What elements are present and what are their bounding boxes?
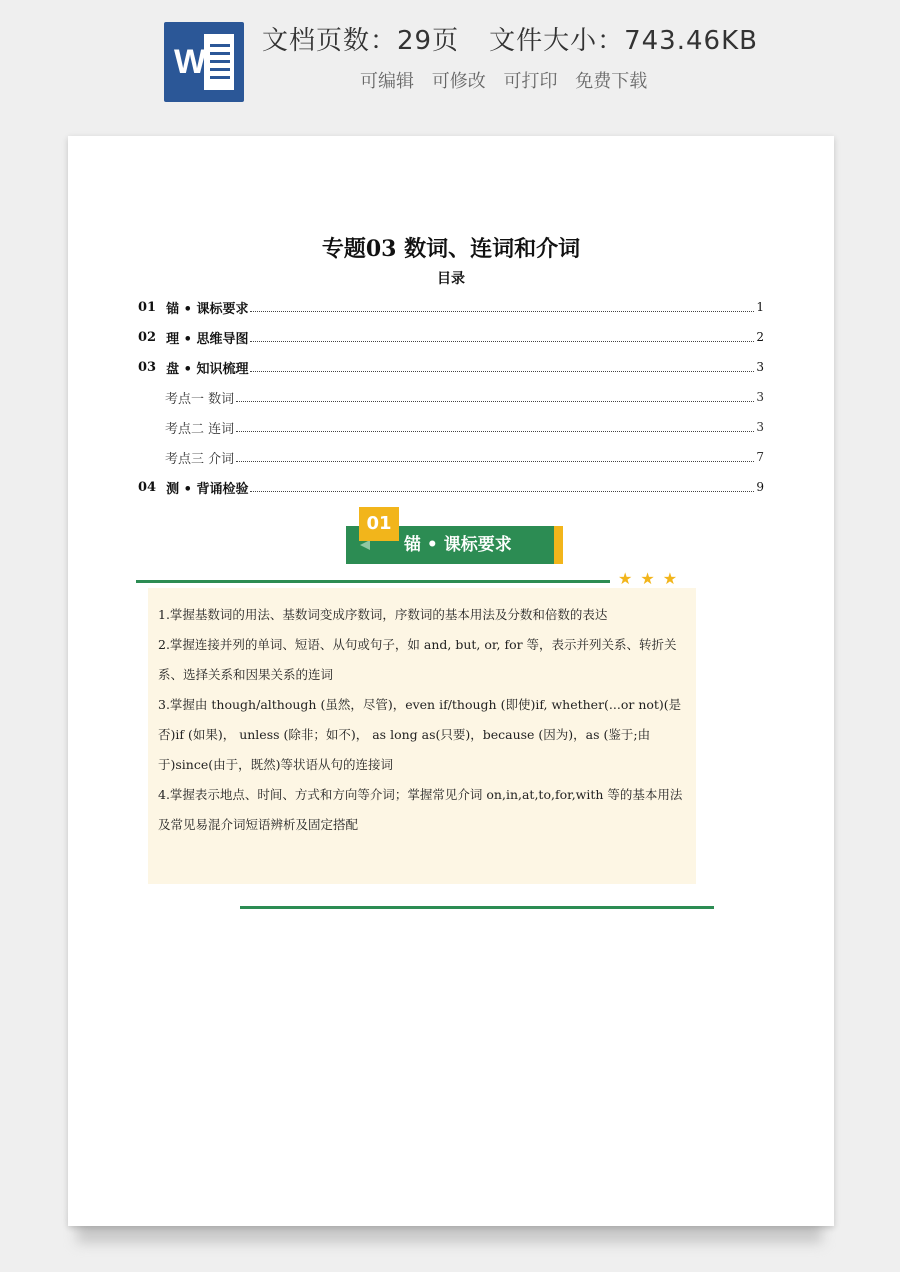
toc-entry-number: 03 [138, 359, 157, 375]
toc-entry-page: 1 [756, 300, 764, 314]
divider-bottom [240, 906, 714, 909]
feature-printable: 可打印 [503, 71, 558, 92]
download-header [0, 0, 900, 130]
toc-leader-dots [236, 401, 754, 402]
section-banner [346, 513, 566, 566]
star-icon: ★★★ [618, 569, 686, 588]
section-title: 锚 • 课标要求 [404, 535, 512, 555]
toc-leader-dots [250, 341, 754, 342]
requirement-item: 3.掌握由 though/although (虽然，尽管)，even if/though (即使)if, whether(...or not)(是否)if (如果)， unless (除非；如不)， as long as(只要)，because (因为)，as (鉴于;由于)since(由于，既然)等状语从句的连接词 [158, 697, 682, 772]
document-title: 专题03 数词、连词和介词 [321, 236, 581, 262]
requirements-box [148, 588, 696, 884]
requirement-item: 1.掌握基数词的用法、基数词变成序数词，序数词的基本用法及分数和倍数的表达 [158, 607, 608, 622]
arrow-left-icon [360, 540, 370, 550]
toc-entry-label: 测 • 背诵检验 [166, 481, 249, 497]
toc-leader-dots [250, 371, 754, 372]
toc-subentry[interactable] [138, 412, 764, 442]
toc-entry[interactable] [138, 322, 764, 352]
divider-top [136, 580, 610, 583]
toc-entry[interactable] [138, 352, 764, 382]
word-document-icon: W [164, 22, 244, 102]
toc-leader-dots [250, 311, 754, 312]
toc-entry-label: 锚 • 课标要求 [166, 301, 249, 317]
section-number-badge: 01 [359, 507, 399, 541]
toc-entry-page: 3 [756, 390, 764, 404]
toc-leader-dots [250, 491, 754, 492]
toc-entry-number: 02 [138, 329, 157, 345]
requirements-text [158, 600, 688, 840]
requirement-item: 2.掌握连接并列的单词、短语、从句或句子，如 and, but, or, for 等，表示并列关系、转折关系、选择关系和因果关系的连词 [158, 637, 677, 682]
file-info [262, 20, 758, 57]
toc-entry-page: 2 [756, 330, 764, 344]
toc-entry[interactable] [138, 292, 764, 322]
toc-entry-number: 01 [138, 299, 157, 315]
toc-entry-number: 04 [138, 479, 157, 495]
toc-entry[interactable] [138, 472, 764, 502]
toc-entry-page: 9 [756, 480, 764, 494]
toc-entry-label: 考点二 连词 [165, 421, 235, 437]
feature-editable: 可编辑 [360, 71, 414, 92]
feature-list [360, 67, 659, 93]
page-count: 文档页数：29页 [262, 26, 460, 56]
requirement-item: 4.掌握表示地点、时间、方式和方向等介词；掌握常见介词 on,in,at,to,for,with 等的基本用法及常见易混介词短语辨析及固定搭配 [158, 787, 683, 832]
feature-free-download: 免费下载 [575, 71, 648, 92]
toc-subentry[interactable] [138, 442, 764, 472]
toc-entry-label: 考点一 数词 [165, 391, 235, 407]
toc-entry-page: 3 [756, 420, 764, 434]
feature-modifiable: 可修改 [431, 71, 486, 92]
table-of-contents [138, 292, 764, 502]
toc-heading: 目录 [437, 271, 465, 287]
banner-accent-bar [554, 526, 563, 564]
toc-subentry[interactable] [138, 382, 764, 412]
toc-leader-dots [236, 461, 754, 462]
toc-entry-label: 盘 • 知识梳理 [166, 361, 249, 377]
toc-entry-page: 7 [756, 450, 764, 464]
toc-entry-page: 3 [756, 360, 764, 374]
file-size: 文件大小：743.46KB [489, 26, 758, 56]
toc-leader-dots [236, 431, 754, 432]
toc-entry-label: 理 • 思维导图 [166, 331, 249, 347]
toc-entry-label: 考点三 介词 [165, 451, 235, 467]
document-page[interactable] [68, 136, 834, 1226]
